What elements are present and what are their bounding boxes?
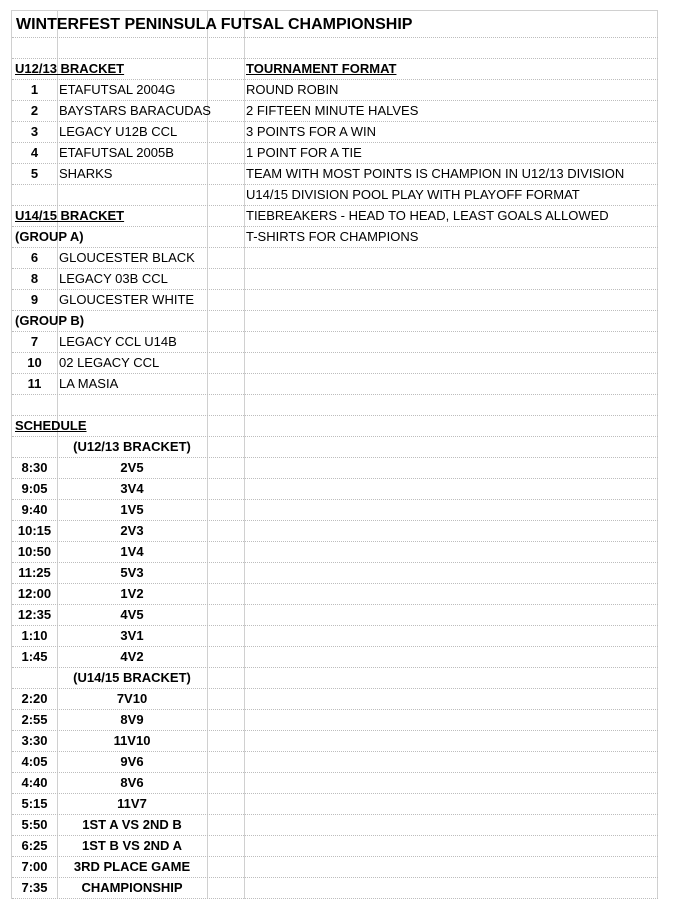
- schedule-row: [12, 794, 658, 815]
- team-number: 1: [30, 82, 39, 97]
- team-row: [12, 374, 658, 395]
- schedule-row: [12, 521, 658, 542]
- team-row: [12, 164, 658, 185]
- schedule-row: [12, 626, 658, 647]
- game-time: 7:35: [21, 880, 48, 895]
- game-time: 6:25: [21, 838, 48, 853]
- team-number: 7: [30, 334, 39, 349]
- game-matchup: 4V2: [120, 649, 144, 664]
- schedule-row: [12, 710, 658, 731]
- game-matchup: 5V3: [120, 565, 144, 580]
- group-a-label: (GROUP A): [15, 229, 84, 244]
- game-matchup: 8V6: [120, 775, 144, 790]
- section-heading-row: [12, 416, 658, 437]
- schedule-row: [12, 815, 658, 836]
- u1415-schedule-label: (U14/15 BRACKET): [73, 670, 191, 685]
- team-number: 4: [30, 145, 39, 160]
- format-item: 2 FIFTEEN MINUTE HALVES: [246, 103, 419, 118]
- game-matchup: 7V10: [116, 691, 148, 706]
- team-name: ETAFUTSAL 2004G: [59, 82, 176, 97]
- game-matchup: 3V4: [120, 481, 144, 496]
- bracket-label-row: [12, 437, 658, 458]
- game-time: 12:00: [17, 586, 52, 601]
- game-time: 9:05: [21, 481, 48, 496]
- schedule-row: [12, 479, 658, 500]
- game-matchup: 1V5: [120, 502, 144, 517]
- game-time: 4:40: [21, 775, 48, 790]
- group-b-label: (GROUP B): [15, 313, 85, 328]
- schedule-row: [12, 689, 658, 710]
- game-time: 1:10: [21, 628, 48, 643]
- team-name: GLOUCESTER WHITE: [59, 292, 195, 307]
- team-number: 2: [30, 103, 39, 118]
- game-time: 5:15: [21, 796, 48, 811]
- u1213-schedule-label: (U12/13 BRACKET): [73, 439, 191, 454]
- team-row: [12, 143, 658, 164]
- team-row: [12, 290, 658, 311]
- schedule-row: [12, 647, 658, 668]
- schedule-row: [12, 584, 658, 605]
- format-item: 1 POINT FOR A TIE: [246, 145, 362, 160]
- game-time: 12:35: [17, 607, 52, 622]
- page-title: WINTERFEST PENINSULA FUTSAL CHAMPIONSHIP: [16, 16, 413, 33]
- team-name: BAYSTARS BARACUDAS: [59, 103, 211, 118]
- game-time: 1:45: [21, 649, 48, 664]
- spreadsheet: [11, 10, 658, 899]
- game-time: 5:50: [21, 817, 48, 832]
- game-matchup: 11V7: [117, 796, 147, 811]
- u1213-bracket-heading: U12/13 BRACKET: [15, 61, 125, 76]
- team-name: GLOUCESTER BLACK: [59, 250, 195, 265]
- game-matchup: 1V4: [120, 544, 144, 559]
- game-matchup: 2V3: [120, 523, 144, 538]
- u1415-bracket-heading: U14/15 BRACKET: [15, 208, 125, 223]
- tournament-format-heading: TOURNAMENT FORMAT: [246, 61, 397, 76]
- game-time: 4:05: [21, 754, 48, 769]
- game-matchup: 1V2: [120, 586, 144, 601]
- game-time: 2:55: [21, 712, 48, 727]
- schedule-row: [12, 878, 658, 899]
- format-item: TIEBREAKERS - HEAD TO HEAD, LEAST GOALS ALLOWED: [246, 208, 609, 223]
- game-matchup: 11V10: [113, 733, 151, 748]
- team-name: LEGACY 03B CCL: [59, 271, 168, 286]
- team-number: 11: [27, 376, 42, 391]
- game-matchup: 3RD PLACE GAME: [73, 859, 191, 874]
- schedule-row: [12, 500, 658, 521]
- schedule-row: [12, 836, 658, 857]
- team-name: 02 LEGACY CCL: [59, 355, 160, 370]
- game-time: 9:40: [21, 502, 48, 517]
- team-name: SHARKS: [59, 166, 113, 181]
- format-item: 3 POINTS FOR A WIN: [246, 124, 377, 139]
- section-heading-row: [12, 206, 658, 227]
- schedule-row: [12, 773, 658, 794]
- schedule-row: [12, 605, 658, 626]
- game-matchup: 1ST A VS 2ND B: [82, 817, 182, 832]
- game-matchup: 1ST B VS 2ND A: [82, 838, 182, 853]
- format-item: TEAM WITH MOST POINTS IS CHAMPION IN U12/13 DIVISION: [246, 166, 625, 181]
- blank-row: [12, 395, 658, 416]
- blank-row: [12, 38, 658, 59]
- format-item: T-SHIRTS FOR CHAMPIONS: [246, 229, 419, 244]
- bracket-label-row: [12, 668, 658, 689]
- team-number: 10: [27, 355, 42, 370]
- game-matchup: 2V5: [120, 460, 144, 475]
- game-matchup: 3V1: [120, 628, 144, 643]
- team-row: [12, 101, 658, 122]
- team-number: 6: [30, 250, 39, 265]
- game-time: 7:00: [21, 859, 48, 874]
- team-number: 8: [30, 271, 39, 286]
- game-time: 10:50: [17, 544, 52, 559]
- schedule-heading: SCHEDULE: [15, 418, 87, 433]
- team-number: 3: [30, 124, 39, 139]
- team-name: LEGACY CCL U14B: [59, 334, 177, 349]
- schedule-row: [12, 458, 658, 479]
- team-name: ETAFUTSAL 2005B: [59, 145, 174, 160]
- format-item: ROUND ROBIN: [246, 82, 339, 97]
- schedule-row: [12, 752, 658, 773]
- group-label-row: [12, 227, 658, 248]
- format-item: U14/15 DIVISION POOL PLAY WITH PLAYOFF FORMAT: [246, 187, 580, 202]
- team-row: [12, 80, 658, 101]
- group-label-row: [12, 311, 658, 332]
- u1415-games: [12, 689, 658, 899]
- schedule-row: [12, 542, 658, 563]
- section-heading-row: [12, 59, 658, 80]
- schedule-row: [12, 731, 658, 752]
- game-matchup: 9V6: [120, 754, 144, 769]
- team-row: [12, 353, 658, 374]
- team-row: [12, 248, 658, 269]
- u1213-games: [12, 458, 658, 668]
- team-row: [12, 332, 658, 353]
- format-row: [12, 185, 658, 206]
- team-row: [12, 122, 658, 143]
- title-row: [12, 11, 658, 38]
- game-time: 8:30: [21, 460, 48, 475]
- game-time: 2:20: [21, 691, 48, 706]
- game-time: 3:30: [21, 733, 48, 748]
- schedule-row: [12, 857, 658, 878]
- team-number: 9: [30, 292, 39, 307]
- team-number: 5: [30, 166, 39, 181]
- team-name: LA MASIA: [59, 376, 119, 391]
- team-name: LEGACY U12B CCL: [59, 124, 178, 139]
- game-matchup: 4V5: [120, 607, 144, 622]
- game-time: 10:15: [17, 523, 52, 538]
- game-time: 11:25: [18, 565, 51, 580]
- team-row: [12, 269, 658, 290]
- schedule-row: [12, 563, 658, 584]
- game-matchup: 8V9: [120, 712, 144, 727]
- game-matchup: CHAMPIONSHIP: [81, 880, 183, 895]
